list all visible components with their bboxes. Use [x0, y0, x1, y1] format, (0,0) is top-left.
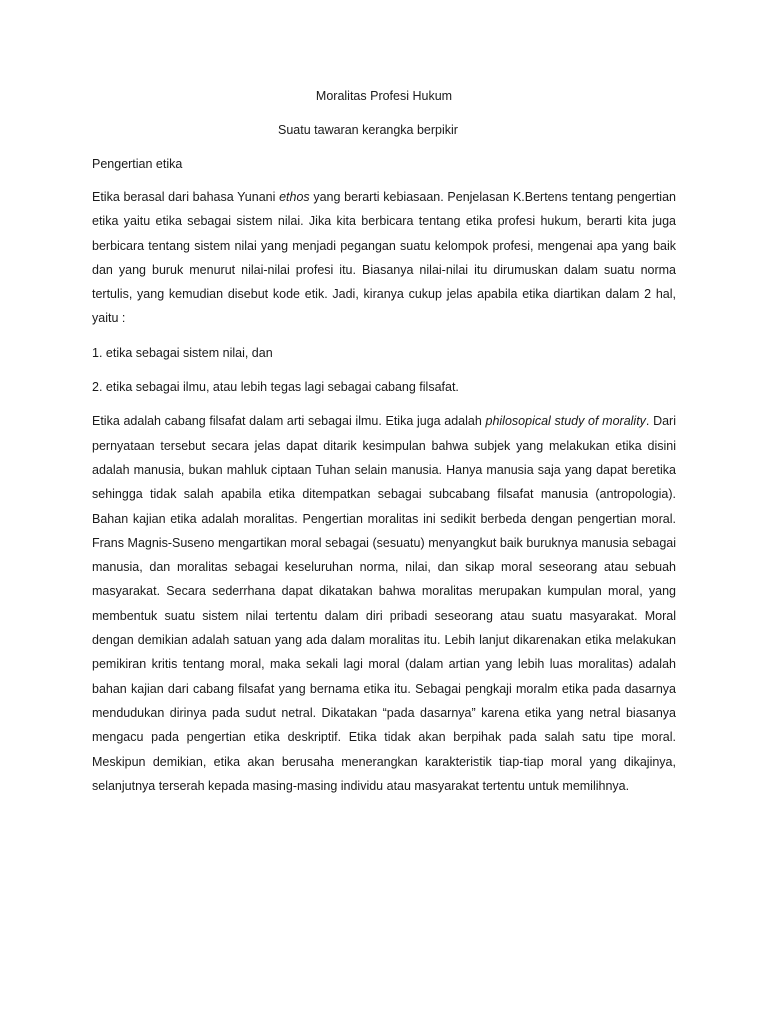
paragraph-moralitas: [92, 409, 676, 798]
paragraph-definition-italic-ethos: ethos: [279, 190, 310, 204]
document-page: [92, 86, 676, 798]
list-item: 2. etika sebagai ilmu, atau lebih tegas lagi sebagai cabang filsafat.: [92, 380, 459, 395]
list-item: 1. etika sebagai sistem nilai, dan: [92, 345, 273, 360]
paragraph-definition-text-a: Etika berasal dari bahasa Yunani: [92, 190, 280, 204]
document-subtitle: Suatu tawaran kerangka berpikir: [278, 123, 458, 137]
paragraph-definition: [92, 185, 676, 331]
paragraph-definition-text-b: yang berarti kebiasaan. Penjelasan K.Bertens tentang pengertian etika yaitu etika sebagai sistem nilai. Jika kita berbicara tentang etika profesi hukum, berarti kita juga berbicara tentang sistem nilai yang menjadi pegangan suatu kelompok profesi, mengenai apa yang baik dan yang buruk menurut nilai-nilai profesi itu. Biasanya nilai-nilai itu dirumuskan dalam suatu norma tertulis, yang kemudian disebut kode etik. Jadi, kiranya cukup jelas apabila etika diartikan dalam 2 hal, yaitu :: [92, 190, 676, 326]
paragraph-moralitas-italic: philosopical study of morality: [485, 414, 646, 429]
document-title: Moralitas Profesi Hukum: [315, 89, 453, 103]
paragraph-moralitas-text-a: Etika adalah cabang filsafat dalam arti sebagai ilmu. Etika juga adalah: [92, 414, 486, 429]
section-heading: Pengertian etika: [92, 157, 183, 171]
paragraph-moralitas-text-b: . Dari pernyataan tersebut secara jelas dapat ditarik kesimpulan bahwa subjek yang melakukan etika disini adalah manusia, bukan mahluk ciptaan Tuhan selain manusia. Hanya manusia saja yang dapat beretika sehingga tidak salah apabila etika ditempatkan sebagai subcabang filsafat manusia (antropologia). Bahan kajian etika adalah moralitas. Pengertian moralitas ini sedikit berbeda dengan pengertian moral. Frans Magnis-Suseno mengartikan moral sebagai (sesuatu) menyangkut baik buruknya manusia sebagai manusia, dan moralitas sebagai keseluruhan norma, nilai, dan sikap moral seseorang atau sebuah masyarakat. Secara sederrhana dapat dikatakan bahwa moralitas merupakan kumpulan moral, yang membentuk suatu sistem nilai tertentu dalam diri pribadi seseorang atau suatu masyarakat. Moral dengan demikian adalah satuan yang ada dalam moralitas itu. Lebih lanjut dikarenakan etika melakukan pemikiran kritis tentang moral, maka sekali lagi moral (dalam artian yang lebih luas moralitas) adalah bahan kajian dari cabang filsafat yang bernama etika itu. Sebagai pengkaji moralm etika pada dasarnya mendudukan dirinya pada sudut netral. Dikatakan “pada dasarnya” karena etika yang netral biasanya mengacu pada pengertian etika deskriptif. Etika tidak akan berpihak pada salah satu tipe moral. Meskipun demikian, etika akan berusaha menerangkan karakteristik tiap-tiap moral yang dikajinya, selanjutnya terserah kepada masing-masing individu atau masyarakat tertentu untuk memilihnya.: [92, 414, 676, 793]
